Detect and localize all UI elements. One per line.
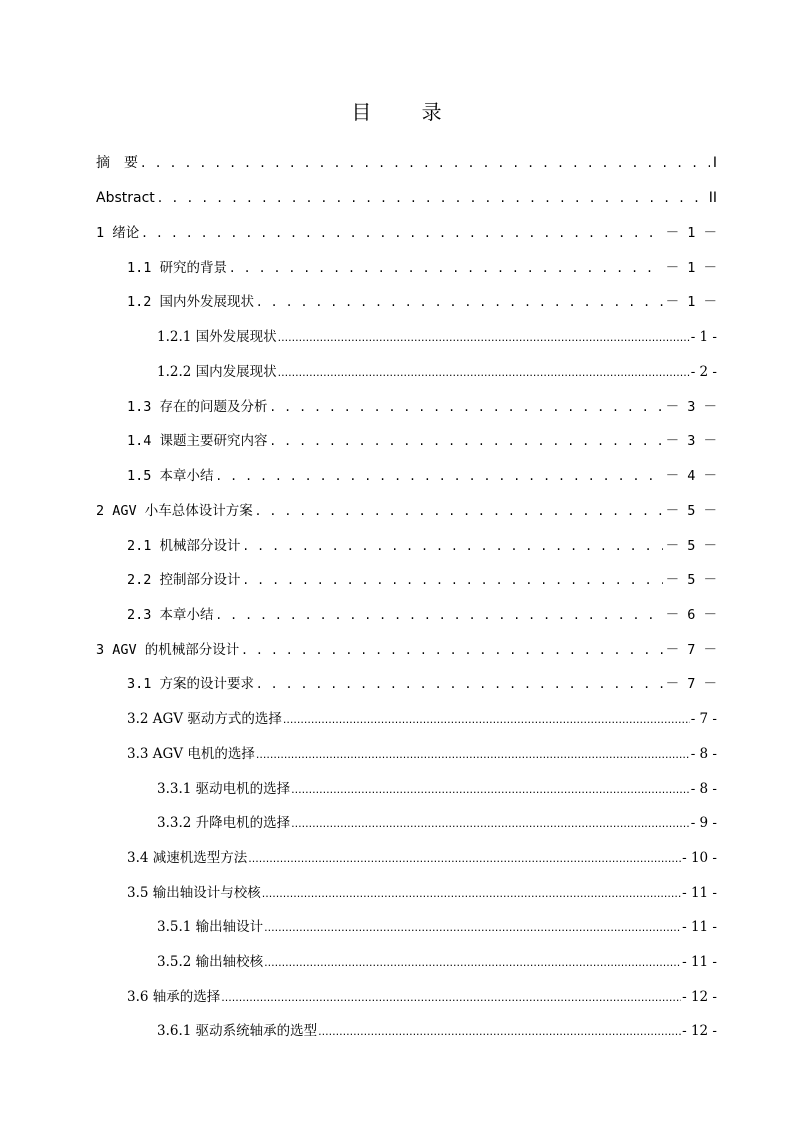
toc-entry-page: - 1 - (690, 329, 717, 345)
toc-entry[interactable] (0, 951, 793, 973)
toc-entry-page: － 1 － (665, 260, 717, 276)
toc-entry-page: － 6 － (665, 607, 717, 623)
toc-entry-page: － 5 － (665, 503, 717, 519)
toc-entry-page: － 7 － (665, 676, 717, 692)
toc-entry-page: - 9 - (690, 815, 717, 831)
toc-entry-label: 1.2 国内外发展现状 (127, 294, 255, 310)
toc-entry[interactable] (0, 778, 793, 800)
toc-entry-page: - 11 - (682, 919, 717, 935)
toc-entry-label: 1.2.2 国内发展现状 (157, 364, 277, 380)
toc-entry[interactable] (0, 882, 793, 904)
toc-entry[interactable] (0, 916, 793, 938)
toc-entry-label: 1 绪论 (96, 225, 140, 241)
dot-leader (244, 535, 663, 557)
dot-leader (221, 987, 681, 1009)
toc-entry-page: - 7 - (690, 711, 717, 727)
toc-entry[interactable] (0, 569, 793, 591)
toc-entry-label: 3.2 AGV 驱动方式的选择 (127, 711, 282, 727)
toc-entry[interactable] (0, 465, 793, 487)
toc-entry-page: - 8 - (690, 746, 717, 762)
dot-leader (217, 604, 663, 626)
toc-entry-page: － 1 － (665, 294, 717, 310)
toc-entry[interactable] (0, 847, 793, 869)
toc-entry[interactable] (0, 222, 793, 244)
toc-entry-label: 3.3.2 升降电机的选择 (157, 815, 291, 831)
dot-leader (318, 1021, 681, 1043)
toc-entry-label: 2.2 控制部分设计 (127, 572, 241, 588)
toc-entry-label: 3.3 AGV 电机的选择 (127, 746, 255, 762)
toc-entry-label: 3.5.1 输出轴设计 (157, 919, 264, 935)
toc-entry-label: 1.3 存在的问题及分析 (127, 399, 268, 415)
toc-entry-label: 2.3 本章小结 (127, 607, 214, 623)
toc-entry-label: 3.5 输出轴设计与校核 (127, 885, 261, 901)
toc-entry[interactable] (0, 1020, 793, 1042)
toc-entry[interactable] (0, 743, 793, 765)
toc-entry-page: - 12 - (682, 1023, 717, 1039)
toc-entry[interactable] (0, 673, 793, 695)
toc-entry-label: 1.2.1 国外发展现状 (157, 329, 277, 345)
dot-leader (217, 465, 663, 487)
toc-entry-page: - 11 - (682, 885, 717, 901)
dot-leader (230, 257, 663, 279)
toc-entry-page: － 5 － (665, 572, 717, 588)
toc-entry-label: Abstract (96, 190, 155, 206)
toc-entry[interactable] (0, 326, 793, 348)
toc-entry-label: 摘 要 (96, 155, 138, 171)
toc-entry-page: - 11 - (682, 954, 717, 970)
toc-entry-label: 3.1 方案的设计要求 (127, 676, 255, 692)
toc-entry-page: － 4 － (665, 468, 717, 484)
toc-entry[interactable] (0, 257, 793, 279)
dot-leader (141, 152, 710, 174)
toc-title: 目 录 (351, 100, 464, 124)
dot-leader (264, 952, 681, 974)
toc-entry-label: 3.6.1 驱动系统轴承的选型 (157, 1023, 318, 1039)
dot-leader (158, 187, 706, 209)
dot-leader (291, 779, 690, 801)
dot-leader (271, 396, 663, 418)
dot-leader (257, 673, 663, 695)
toc-entry[interactable] (0, 430, 793, 452)
dot-leader (257, 291, 663, 313)
dot-leader (242, 639, 662, 661)
toc-entry[interactable] (0, 396, 793, 418)
toc-entry[interactable] (0, 291, 793, 313)
toc-entry-label: 3.4 减速机选型方法 (127, 850, 248, 866)
toc-entry[interactable] (0, 152, 793, 174)
toc-entry[interactable] (0, 500, 793, 522)
toc-entry-label: 2 AGV 小车总体设计方案 (96, 503, 253, 519)
toc-entry[interactable] (0, 187, 793, 209)
toc-entry[interactable] (0, 639, 793, 661)
toc-entry-label: 1.5 本章小结 (127, 468, 214, 484)
dot-leader (278, 362, 690, 384)
toc-entry-page: I (712, 155, 717, 171)
toc-entry[interactable] (0, 986, 793, 1008)
toc-entry-label: 3.6 轴承的选择 (127, 989, 221, 1005)
dot-leader (262, 883, 681, 905)
toc-entry-label: 3.3.1 驱动电机的选择 (157, 781, 291, 797)
toc-entry-page: － 7 － (665, 642, 717, 658)
dot-leader (142, 222, 662, 244)
toc-entry-page: － 1 － (665, 225, 717, 241)
dot-leader (244, 569, 663, 591)
toc-entry[interactable] (0, 361, 793, 383)
dot-leader (291, 813, 690, 835)
toc-entry-page: - 10 - (682, 850, 717, 866)
dot-leader (256, 500, 663, 522)
dot-leader (248, 848, 681, 870)
dot-leader (256, 744, 690, 766)
toc-entry-page: － 3 － (665, 399, 717, 415)
dot-leader (278, 327, 690, 349)
toc-entry[interactable] (0, 708, 793, 730)
dot-leader (283, 709, 690, 731)
toc-entry-label: 1.1 研究的背景 (127, 260, 228, 276)
toc-entry[interactable] (0, 812, 793, 834)
toc-entry-label: 1.4 课题主要研究内容 (127, 433, 268, 449)
toc-entry-page: - 12 - (682, 989, 717, 1005)
toc-entry-page: － 5 － (665, 538, 717, 554)
toc-entry-page: － 3 － (665, 433, 717, 449)
toc-entry-label: 3 AGV 的机械部分设计 (96, 642, 240, 658)
toc-entry-label: 2.1 机械部分设计 (127, 538, 241, 554)
toc-entry[interactable] (0, 535, 793, 557)
dot-leader (271, 430, 663, 452)
toc-entry[interactable] (0, 604, 793, 626)
toc-entry-page: - 2 - (690, 364, 717, 380)
dot-leader (264, 917, 681, 939)
toc-entry-page: II (708, 190, 717, 206)
toc-entry-page: - 8 - (690, 781, 717, 797)
toc-entry-label: 3.5.2 输出轴校核 (157, 954, 264, 970)
